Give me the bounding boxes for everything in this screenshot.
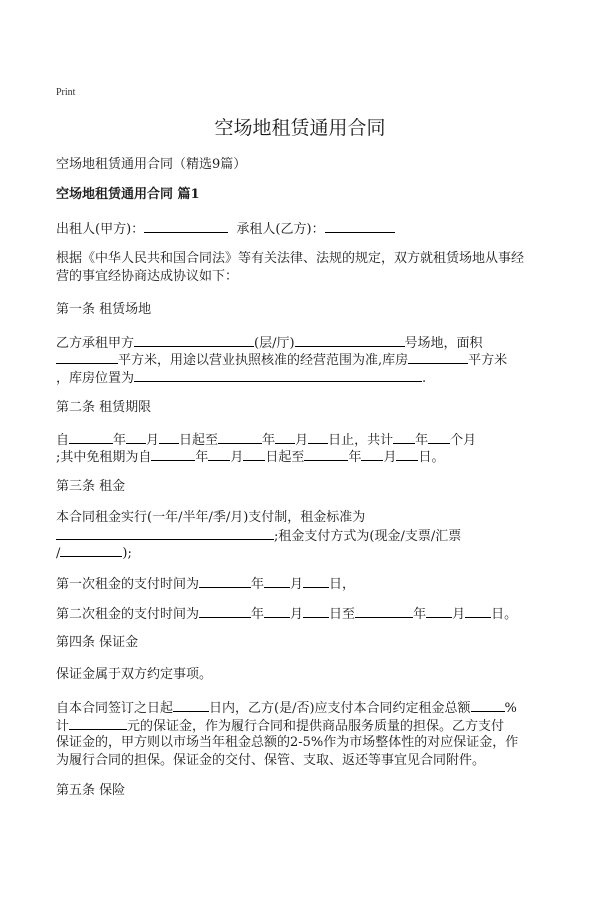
blank xyxy=(396,447,418,461)
blank xyxy=(308,430,328,444)
blank xyxy=(426,604,452,618)
text-segment: 日， xyxy=(329,577,356,592)
blank xyxy=(471,698,505,712)
blank xyxy=(134,368,422,382)
text-segment: ;其中免租期为自 xyxy=(56,450,152,465)
text-segment: 年 xyxy=(113,433,127,448)
print-label[interactable]: Print xyxy=(56,87,76,98)
blank xyxy=(69,716,127,730)
article-3-line-1: 本合同租金实行(一年/半年/季/月)支付制，租金标准为 xyxy=(56,510,366,525)
blank xyxy=(218,430,262,444)
text-segment: 元的保证金，作为履行合同和提供商品服务质量的担保。乙方支付 xyxy=(127,719,505,734)
article-2-line-2 xyxy=(56,447,444,466)
blank xyxy=(159,430,179,444)
lessee-label: 承租人(乙方)： xyxy=(236,222,325,237)
blank xyxy=(199,604,251,618)
article-4-line-4: 保证金的，甲方则以市场当年租金总额的2-5%作为市场整体性的对应保证金，作 xyxy=(56,735,519,750)
text-segment: ，库房位置为 xyxy=(56,371,135,386)
blank xyxy=(69,430,113,444)
blank xyxy=(304,447,348,461)
text-segment: 日。 xyxy=(418,450,445,465)
text-segment: 日起至 xyxy=(265,450,305,465)
parties-line xyxy=(56,219,395,238)
blank xyxy=(126,430,146,444)
text-segment: 月 xyxy=(290,577,304,592)
document-subtitle: 空场地租赁通用合同（精选9篇） xyxy=(56,157,247,172)
text-segment: 日止，共计 xyxy=(328,433,394,448)
text-segment: 月 xyxy=(230,450,244,465)
blank xyxy=(408,350,468,364)
blank xyxy=(173,698,209,712)
blank xyxy=(60,543,122,557)
text-segment: 年 xyxy=(251,607,265,622)
blank xyxy=(303,574,329,588)
blank xyxy=(56,350,118,364)
text-segment: 乙方承租甲方 xyxy=(56,336,135,351)
blank xyxy=(264,574,290,588)
text-segment: 自 xyxy=(56,433,70,448)
article-1-line-3 xyxy=(56,368,426,387)
text-segment: 年 xyxy=(262,433,276,448)
article-5-heading: 第五条 保险 xyxy=(56,783,126,798)
text-segment: 年 xyxy=(348,450,362,465)
lessee-blank xyxy=(325,219,395,233)
text-segment: / xyxy=(56,546,61,561)
article-1-heading: 第一条 租赁场地 xyxy=(56,302,152,317)
article-4-line-5: 为履行合同的担保。保证金的交付、保管、支取、返还等事宜见合同附件。 xyxy=(56,753,486,768)
blank xyxy=(56,526,274,540)
article-3-heading: 第三条 租金 xyxy=(56,479,126,494)
blank xyxy=(243,447,265,461)
blank xyxy=(134,333,254,347)
text-segment: 平方米，用途以营业执照核准的经营范围为准,库房 xyxy=(118,353,409,368)
first-payment-line xyxy=(56,574,355,593)
lessor-blank xyxy=(144,219,228,233)
blank xyxy=(303,604,329,618)
text-segment: 月 xyxy=(452,607,466,622)
text-segment: (层/厅) xyxy=(254,336,295,351)
text-segment: 个月 xyxy=(450,433,477,448)
text-segment: 月 xyxy=(146,433,160,448)
text-segment: 第二次租金的支付时间为 xyxy=(56,607,200,622)
article-4-line-1: 保证金属于双方约定事项。 xyxy=(56,667,213,682)
lessor-label: 出租人(甲方)： xyxy=(56,222,145,237)
blank xyxy=(295,333,405,347)
text-segment: 月 xyxy=(290,607,304,622)
blank xyxy=(264,604,290,618)
text-segment: 月 xyxy=(295,433,309,448)
blank xyxy=(393,430,415,444)
intro-line-2: 营的事宜经协商达成协议如下： xyxy=(56,269,239,284)
blank xyxy=(208,447,230,461)
text-segment: 月 xyxy=(383,450,397,465)
intro-line-1: 根据《中华人民共和国合同法》等有关法律、法规的规定，双方就租赁场地从事经 xyxy=(56,251,525,266)
blank xyxy=(199,574,251,588)
text-segment: 日。 xyxy=(491,607,518,622)
text-segment: 年 xyxy=(251,577,265,592)
blank xyxy=(355,604,413,618)
text-segment: 日至 xyxy=(329,607,356,622)
article-4-line-2 xyxy=(56,698,517,717)
text-segment: 号场地，面积 xyxy=(404,336,483,351)
section-title: 空场地租赁通用合同 篇1 xyxy=(56,187,200,202)
blank xyxy=(275,430,295,444)
article-1-line-2 xyxy=(56,350,507,369)
document-title: 空场地租赁通用合同 xyxy=(214,117,386,139)
text-segment: % xyxy=(504,701,517,716)
article-4-heading: 第四条 保证金 xyxy=(56,635,139,650)
text-segment: 日起至 xyxy=(179,433,219,448)
text-segment: 平方米 xyxy=(468,353,508,368)
text-segment: ;租金支付方式为(现金/支票/汇票 xyxy=(274,529,462,544)
blank xyxy=(151,447,195,461)
text-segment: ); xyxy=(122,546,132,561)
text-segment: 日内，乙方(是/否)应支付本合同约定租金总额 xyxy=(209,701,471,716)
article-2-heading: 第二条 租赁期限 xyxy=(56,400,152,415)
article-3-line-3 xyxy=(56,543,132,562)
blank xyxy=(465,604,491,618)
text-segment: 年 xyxy=(415,433,429,448)
blank xyxy=(361,447,383,461)
text-segment: 年 xyxy=(413,607,427,622)
text-segment: 第一次租金的支付时间为 xyxy=(56,577,200,592)
article-4-line-3 xyxy=(56,716,504,735)
blank xyxy=(428,430,450,444)
text-segment: . xyxy=(422,371,427,386)
text-segment: 自本合同签订之日起 xyxy=(56,701,174,716)
text-segment: 计 xyxy=(56,719,70,734)
text-segment: 年 xyxy=(195,450,209,465)
second-payment-line xyxy=(56,604,517,623)
